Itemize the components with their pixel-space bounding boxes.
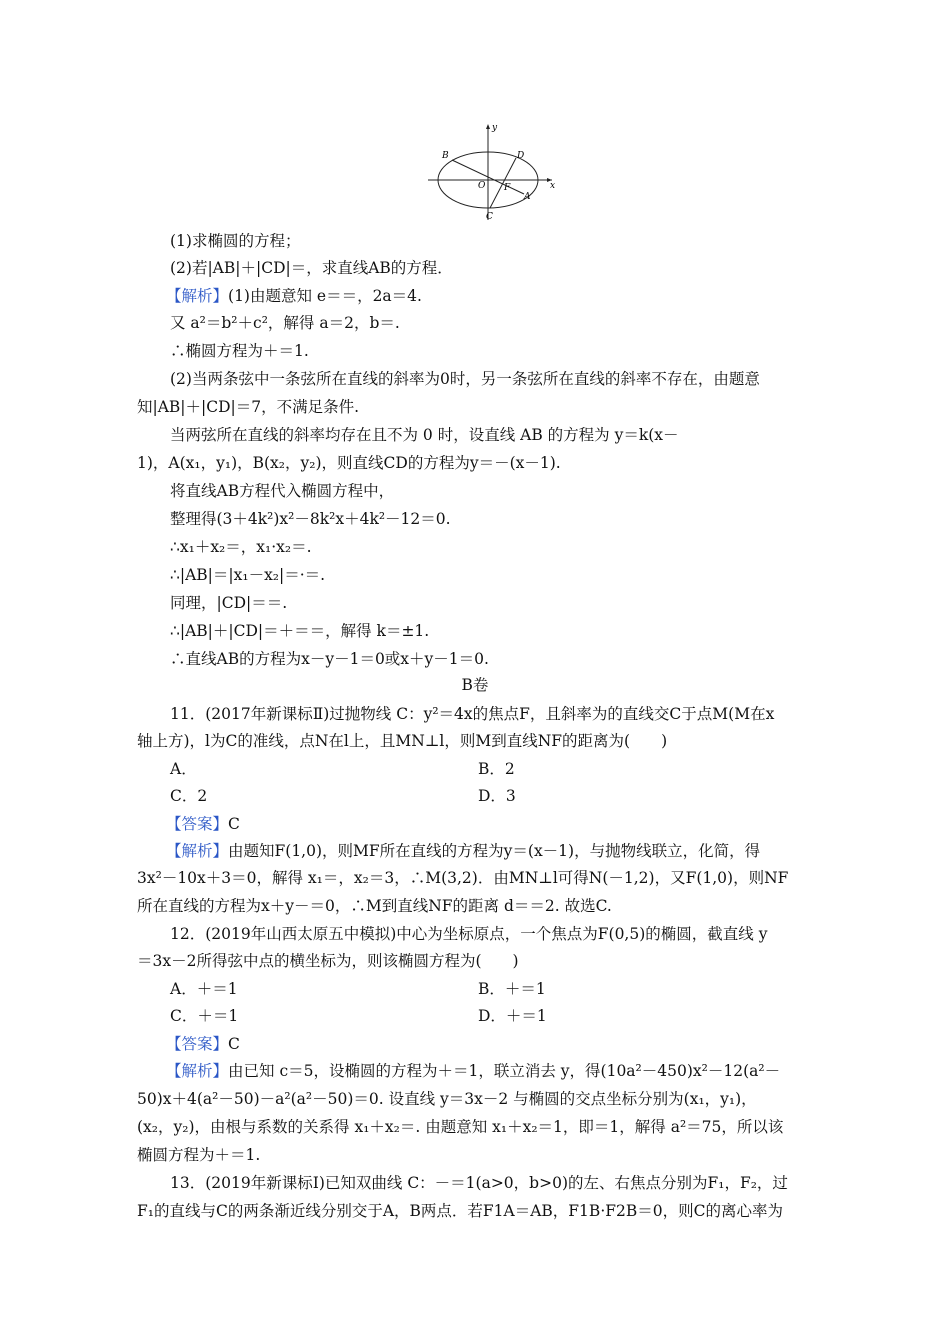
q11-analysis-text-1: 由题知F(1,0)，则MF所在直线的方程为y＝(x－1)，与抛物线联立，化简，得 — [228, 842, 761, 860]
solution-line — [170, 565, 325, 585]
q11-analysis-tag: 【解析】 — [166, 842, 229, 860]
solution-line — [170, 425, 679, 445]
q11-answer-tag: 【答案】 — [166, 815, 229, 833]
line-text: ∴|AB|＝|x₁－x₂|＝·＝. — [170, 566, 326, 584]
line-text: 当两弦所在直线的斜率均存在且不为 0 时，设直线 AB 的方程为 y＝k(x－ — [170, 426, 679, 444]
line-text: 1)，A(x₁，y₁)，B(x₂，y₂)，则直线CD的方程为y＝－(x－1). — [137, 454, 561, 472]
solution-line — [170, 369, 760, 389]
q12-option-d: D．＋＝1 — [478, 1007, 547, 1025]
q12-option-c: C．＋＝1 — [170, 1007, 239, 1025]
label-b: B — [442, 151, 449, 161]
label-c: C — [486, 212, 493, 222]
solution-line — [170, 649, 489, 669]
q11-option-c: C．2 — [170, 787, 208, 805]
line-text: 将直线AB方程代入椭圆方程中， — [170, 482, 395, 500]
q12-analysis-line-1 — [166, 1061, 780, 1081]
solution-line — [170, 509, 451, 529]
line-text: 整理得(3＋4k²)x²－8k²x＋4k²－12＝0. — [170, 510, 451, 528]
solution-line — [170, 258, 453, 278]
line-text: 同理，|CD|＝＝. — [170, 594, 288, 612]
q11-stem-line-2: 轴上方)，l为C的准线，点N在l上，且MN⊥l，则M到直线NF的距离为( ) — [137, 732, 668, 750]
solution-line — [170, 341, 309, 361]
label-d: D — [517, 151, 525, 161]
q11-stem-line-1: 11．(2017年新课标Ⅱ)过抛物线 C：y²＝4x的焦点F，且斜率为的直线交C于点M(M在x — [170, 705, 775, 723]
line-text: 又 a²＝b²＋c²，解得 a＝2，b＝. — [170, 314, 400, 332]
solution-line — [170, 593, 287, 613]
q12-answer-value: C — [228, 1035, 240, 1053]
q11-answer — [166, 814, 240, 834]
line-text: (1)求椭圆的方程； — [170, 232, 301, 250]
q12-analysis-tag: 【解析】 — [166, 1062, 229, 1080]
q12-analysis-line-3: (x₂，y₂)，由根与系数的关系得 x₁＋x₂＝. 由题意知 x₁＋x₂＝1，即＝1，解得 a²＝75，所以该 — [137, 1118, 784, 1136]
q13-stem-line-2: F₁的直线与C的两条渐近线分别交于A，B两点．若F1A＝AB，F1B·F2B＝0，则C的离心率为 — [137, 1202, 783, 1220]
q12-answer — [166, 1034, 240, 1054]
q11-answer-value: C — [228, 815, 240, 833]
label-x: x — [550, 181, 556, 191]
label-y: y — [492, 123, 498, 133]
solution-line — [137, 453, 561, 473]
q12-analysis-text-1: 由已知 c＝5，设椭圆的方程为＋＝1，联立消去 y，得(10a²－450)x²－12(a²－ — [228, 1062, 781, 1080]
q12-analysis-line-4: 椭圆方程为＋＝1. — [137, 1146, 261, 1164]
y-axis-arrow — [486, 124, 490, 129]
q12-answer-tag: 【答案】 — [166, 1035, 229, 1053]
label-o: O — [478, 181, 486, 191]
q12-stem-line-2: ＝3x－2所得弦中点的横坐标为，则该椭圆方程为( ) — [137, 952, 519, 970]
q11-analysis-line-2: 3x²－10x＋3＝0，解得 x₁＝，x₂＝3，∴M(3,2)．由MN⊥l可得N(－1,2)，又F(1,0)，则NF — [137, 869, 789, 887]
line-text: (2)若|AB|＋|CD|＝，求直线AB的方程． — [170, 259, 453, 277]
q13-stem-line-1: 13．(2019年新课标Ⅰ)已知双曲线 C：－＝1(a>0，b>0)的左、右焦点分别为F₁，F₂，过 — [170, 1174, 788, 1192]
line-text: ∴直线AB的方程为x－y－1＝0或x＋y－1＝0. — [170, 650, 489, 668]
line-text: (2)当两条弦中一条弦所在直线的斜率为0时，另一条弦所在直线的斜率不存在，由题意 — [170, 370, 760, 388]
chord-cd — [490, 158, 516, 208]
solution-line — [137, 397, 359, 417]
solution-line — [170, 621, 429, 641]
q12-option-b: B．＋＝1 — [478, 980, 546, 998]
label-f: F — [504, 183, 511, 193]
q11-option-d: D．3 — [478, 787, 516, 805]
solution-line — [170, 313, 400, 333]
solution-line — [170, 481, 394, 501]
q11-analysis-line-3: 所在直线的方程为x＋y－＝0，∴M到直线NF的距离 d＝＝2. 故选C. — [137, 897, 612, 915]
solution-line — [166, 286, 422, 306]
label-a: A — [524, 192, 531, 202]
solution-line — [170, 537, 312, 557]
line-text: ∴|AB|＋|CD|＝＋＝＝，解得 k＝±1. — [170, 622, 430, 640]
q11-option-a: A． — [170, 760, 197, 778]
q11-option-b: B．2 — [478, 760, 515, 778]
line-text: (1)由题意知 e＝＝，2a＝4. — [228, 287, 422, 305]
q12-analysis-line-2: 50)x＋4(a²－50)－a²(a²－50)＝0. 设直线 y＝3x－2 与椭圆的交点坐标分别为(x₁，y₁)， — [137, 1090, 757, 1108]
solution-line — [170, 231, 300, 251]
line-text: 知|AB|＋|CD|＝7，不满足条件. — [137, 398, 360, 416]
analysis-tag: 【解析】 — [166, 287, 229, 305]
q11-analysis-line-1 — [166, 841, 760, 861]
line-text: ∴x₁＋x₂＝，x₁·x₂＝. — [170, 538, 312, 556]
line-text: ∴椭圆方程为＋＝1. — [170, 342, 309, 360]
q12-option-a: A．＋＝1 — [170, 980, 238, 998]
section-title: B卷 — [461, 676, 489, 694]
ellipse-figure — [420, 118, 560, 226]
q12-stem-line-1: 12．(2019年山西太原五中模拟)中心为坐标原点，一个焦点为F(0,5)的椭圆，截直线 y — [170, 925, 768, 943]
